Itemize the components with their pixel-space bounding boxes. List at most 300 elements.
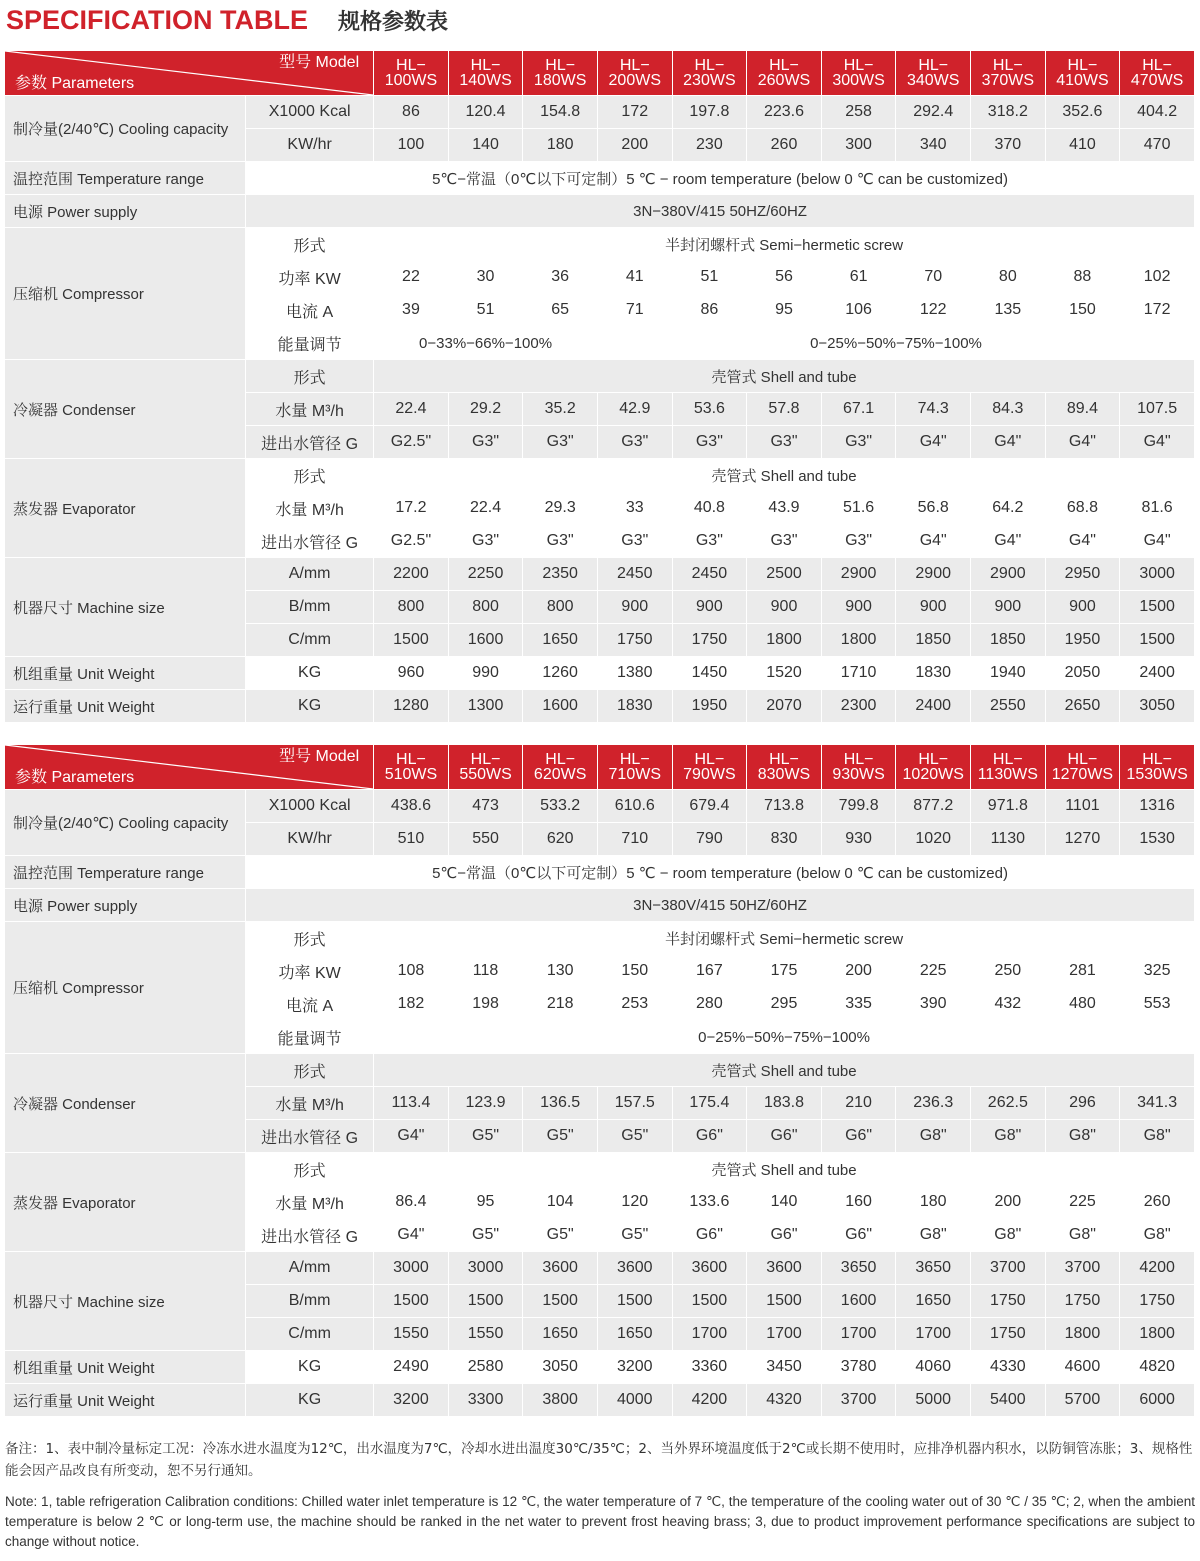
value-cell: 3300 (449, 1384, 524, 1417)
value-cell: G3" (523, 525, 598, 558)
sub-label: X1000 Kcal (246, 790, 374, 823)
value-cell: 3000 (1120, 558, 1195, 591)
value-cell: 610.6 (598, 790, 673, 823)
value-cell: 1600 (523, 690, 598, 723)
sub-label: KG (246, 657, 374, 690)
sub-label: 进出水管径 G (246, 525, 374, 558)
value-cell: 4200 (1120, 1252, 1195, 1285)
value-cell: 3780 (822, 1351, 897, 1384)
value-cell: G4" (1046, 525, 1121, 558)
sub-label: 形式 (246, 1054, 374, 1087)
value-cell: G2.5" (374, 426, 449, 459)
model-name: HL− 370WS (971, 51, 1046, 96)
value-cell: G6" (673, 1219, 748, 1252)
value-cell: G4" (374, 1219, 449, 1252)
value-cell: 553 (1120, 988, 1195, 1021)
value-cell: 36 (523, 261, 598, 294)
value-cell: 260 (747, 129, 822, 162)
value-cell: 1101 (1046, 790, 1121, 823)
value-cell: 39 (374, 294, 449, 327)
model-name: HL− 1530WS (1120, 745, 1195, 790)
value-cell: 1500 (374, 624, 449, 657)
value-cell: 3800 (523, 1384, 598, 1417)
value-cell: 790 (673, 823, 748, 856)
value-cell: 56.8 (896, 492, 971, 525)
model-name: HL− 620WS (523, 745, 598, 790)
value-cell: 1750 (971, 1318, 1046, 1351)
value-cell: 2950 (1046, 558, 1121, 591)
value-cell: 218 (523, 988, 598, 1021)
value-cell: 172 (1120, 294, 1195, 327)
value-cell: 296 (1046, 1087, 1121, 1120)
value-cell: 1650 (523, 1318, 598, 1351)
row-label: 机器尺寸 Machine size (5, 1252, 246, 1351)
value-cell: 960 (374, 657, 449, 690)
value-cell: 68.8 (1046, 492, 1121, 525)
condenser-type-value: 壳管式 Shell and tube (374, 1054, 1195, 1087)
sub-label: X1000 Kcal (246, 96, 374, 129)
value-cell: G6" (747, 1219, 822, 1252)
value-cell: 1020 (896, 823, 971, 856)
table-row (5, 1054, 1195, 1087)
value-cell: 1500 (374, 1285, 449, 1318)
value-cell: G5" (449, 1219, 524, 1252)
model-name: HL− 300WS (822, 51, 897, 96)
model-name: HL− 1270WS (1046, 745, 1121, 790)
value-cell: 432 (971, 988, 1046, 1021)
value-cell: 3700 (1046, 1252, 1121, 1285)
model-label: 型号 Model (279, 748, 360, 765)
value-cell: 3050 (1120, 690, 1195, 723)
value-cell: 225 (1046, 1186, 1121, 1219)
value-cell: 3050 (523, 1351, 598, 1384)
value-cell: 253 (598, 988, 673, 1021)
value-cell: 2070 (747, 690, 822, 723)
value-cell: G5" (598, 1120, 673, 1153)
value-cell: 1650 (523, 624, 598, 657)
value-cell: 900 (673, 591, 748, 624)
value-cell: G4" (896, 426, 971, 459)
value-cell: 1850 (971, 624, 1046, 657)
table-row (5, 558, 1195, 591)
sub-label: KG (246, 1384, 374, 1417)
value-cell: 470 (1120, 129, 1195, 162)
value-cell: 1750 (971, 1285, 1046, 1318)
value-cell: G8" (1046, 1219, 1121, 1252)
table-row (5, 459, 1195, 492)
value-cell: 1500 (523, 1285, 598, 1318)
value-cell: 3600 (523, 1252, 598, 1285)
value-cell: 2450 (673, 558, 748, 591)
value-cell: 713.8 (747, 790, 822, 823)
value-cell: 108 (374, 955, 449, 988)
value-cell: 22.4 (374, 393, 449, 426)
value-cell: 390 (896, 988, 971, 1021)
value-cell: G4" (374, 1120, 449, 1153)
model-name: HL− 790WS (673, 745, 748, 790)
value-cell: 1800 (1046, 1318, 1121, 1351)
value-cell: 341.3 (1120, 1087, 1195, 1120)
value-cell: 281 (1046, 955, 1121, 988)
value-cell: 61 (822, 261, 897, 294)
row-label: 运行重量 Unit Weight (5, 690, 246, 723)
sub-label: 形式 (246, 459, 374, 492)
value-cell: G3" (673, 525, 748, 558)
value-cell: 197.8 (673, 96, 748, 129)
value-cell: 1700 (673, 1318, 748, 1351)
value-cell: 65 (523, 294, 598, 327)
value-cell: 1800 (747, 624, 822, 657)
value-cell: 2500 (747, 558, 822, 591)
value-cell: 1500 (1120, 624, 1195, 657)
model-name: HL− 200WS (598, 51, 673, 96)
value-cell: 86.4 (374, 1186, 449, 1219)
value-cell: G8" (896, 1219, 971, 1252)
sub-label: 形式 (246, 360, 374, 393)
notes (5, 1438, 1195, 1552)
row-label: 运行重量 Unit Weight (5, 1384, 246, 1417)
value-cell: G8" (1046, 1120, 1121, 1153)
value-cell: G3" (822, 426, 897, 459)
value-cell: 800 (374, 591, 449, 624)
table-row (5, 228, 1195, 261)
value-cell: G6" (822, 1120, 897, 1153)
value-cell: 136.5 (523, 1087, 598, 1120)
value-cell: 33 (598, 492, 673, 525)
value-cell: 182 (374, 988, 449, 1021)
table-row (5, 657, 1195, 690)
value-cell: 4000 (598, 1384, 673, 1417)
condenser-type-value: 壳管式 Shell and tube (374, 360, 1195, 393)
value-cell: 86 (673, 294, 748, 327)
model-name: HL− 260WS (747, 51, 822, 96)
value-cell: 900 (896, 591, 971, 624)
value-cell: 88 (1046, 261, 1121, 294)
value-cell: 180 (896, 1186, 971, 1219)
value-cell: 1380 (598, 657, 673, 690)
model-name: HL− 340WS (896, 51, 971, 96)
value-cell: 679.4 (673, 790, 748, 823)
header-corner (5, 745, 374, 790)
value-cell: 404.2 (1120, 96, 1195, 129)
value-cell: 295 (747, 988, 822, 1021)
value-cell: 335 (822, 988, 897, 1021)
value-cell: 510 (374, 823, 449, 856)
evaporator-type-value: 壳管式 Shell and tube (374, 1153, 1195, 1186)
value-cell: 5000 (896, 1384, 971, 1417)
value-cell: 29.2 (449, 393, 524, 426)
value-cell: 4820 (1120, 1351, 1195, 1384)
model-name: HL− 830WS (747, 745, 822, 790)
spec-table-2 (5, 745, 1195, 1417)
value-cell: 71 (598, 294, 673, 327)
value-cell: 2650 (1046, 690, 1121, 723)
page-heading (6, 0, 448, 40)
table-row (5, 1252, 1195, 1285)
value-cell: G6" (673, 1120, 748, 1153)
value-cell: 1520 (747, 657, 822, 690)
value-cell: 830 (747, 823, 822, 856)
value-cell: 2490 (374, 1351, 449, 1384)
value-cell: 1800 (822, 624, 897, 657)
sub-label: 电流 A (246, 988, 374, 1021)
value-cell: 3600 (673, 1252, 748, 1285)
header-row (5, 51, 1195, 96)
row-label: 蒸发器 Evaporator (5, 1153, 246, 1252)
value-cell: G8" (1120, 1219, 1195, 1252)
value-cell: 67.1 (822, 393, 897, 426)
value-cell: 710 (598, 823, 673, 856)
value-cell: G3" (673, 426, 748, 459)
value-cell: 57.8 (747, 393, 822, 426)
value-cell: 43.9 (747, 492, 822, 525)
table-row (5, 1153, 1195, 1186)
sub-label: 形式 (246, 228, 374, 261)
value-cell: G8" (1120, 1120, 1195, 1153)
capacity-control-value: 0−25%−50%−75%−100% (598, 327, 1195, 360)
value-cell: G3" (449, 426, 524, 459)
value-cell: 1600 (822, 1285, 897, 1318)
value-cell: 2350 (523, 558, 598, 591)
value-cell: 104 (523, 1186, 598, 1219)
value-cell: 56 (747, 261, 822, 294)
value-cell: 1450 (673, 657, 748, 690)
value-cell: 17.2 (374, 492, 449, 525)
value-cell: 22.4 (449, 492, 524, 525)
value-cell: 250 (971, 955, 1046, 988)
value-cell: 230 (673, 129, 748, 162)
value-cell: 200 (822, 955, 897, 988)
header-row (5, 745, 1195, 790)
value-cell: 89.4 (1046, 393, 1121, 426)
value-cell: 84.3 (971, 393, 1046, 426)
value-cell: 3600 (598, 1252, 673, 1285)
value-cell: 1700 (747, 1318, 822, 1351)
model-name: HL− 470WS (1120, 51, 1195, 96)
value-cell: 3700 (971, 1252, 1046, 1285)
row-label: 机组重量 Unit Weight (5, 657, 246, 690)
value-cell: 2900 (822, 558, 897, 591)
value-cell: 70 (896, 261, 971, 294)
value-cell: 1650 (896, 1285, 971, 1318)
value-cell: 2300 (822, 690, 897, 723)
table-row (5, 790, 1195, 823)
table-row (5, 922, 1195, 955)
model-name: HL− 410WS (1046, 51, 1121, 96)
model-name: HL− 180WS (523, 51, 598, 96)
sub-label: 水量 M³/h (246, 1186, 374, 1219)
sub-label: B/mm (246, 591, 374, 624)
value-cell: 140 (747, 1186, 822, 1219)
value-cell: G8" (971, 1120, 1046, 1153)
value-cell: G4" (971, 426, 1046, 459)
value-cell: 198 (449, 988, 524, 1021)
value-cell: 258 (822, 96, 897, 129)
value-cell: 1830 (598, 690, 673, 723)
row-label: 温控范围 Temperature range (5, 856, 246, 889)
sub-label: KW/hr (246, 823, 374, 856)
model-name: HL− 230WS (673, 51, 748, 96)
table-row (5, 162, 1195, 195)
value-cell: 292.4 (896, 96, 971, 129)
parameters-label: 参数 Parameters (15, 75, 135, 92)
value-cell: 80 (971, 261, 1046, 294)
table-row (5, 360, 1195, 393)
sub-label: 进出水管径 G (246, 1120, 374, 1153)
value-cell: 210 (822, 1087, 897, 1120)
row-label: 制冷量(2/40℃) Cooling capacity (5, 790, 246, 856)
table-row (5, 195, 1195, 228)
capacity-control-value: 0−25%−50%−75%−100% (374, 1021, 1195, 1054)
value-cell: 280 (673, 988, 748, 1021)
value-cell: 1260 (523, 657, 598, 690)
temperature-range-value: 5℃−常温（0℃以下可定制）5 ℃ − room temperature (below 0 ℃ can be customized) (246, 162, 1195, 195)
value-cell: 550 (449, 823, 524, 856)
value-cell: 1650 (598, 1318, 673, 1351)
value-cell: 160 (822, 1186, 897, 1219)
sub-label: KG (246, 1351, 374, 1384)
table-row (5, 690, 1195, 723)
sub-label: 水量 M³/h (246, 492, 374, 525)
value-cell: 260 (1120, 1186, 1195, 1219)
compressor-type-value: 半封闭螺杆式 Semi−hermetic screw (374, 228, 1195, 261)
value-cell: 133.6 (673, 1186, 748, 1219)
value-cell: 473 (449, 790, 524, 823)
row-label: 机组重量 Unit Weight (5, 1351, 246, 1384)
row-label: 压缩机 Compressor (5, 922, 246, 1054)
page-title-cn: 规格参数表 (338, 9, 449, 35)
row-label: 制冷量(2/40℃) Cooling capacity (5, 96, 246, 162)
value-cell: 3200 (374, 1384, 449, 1417)
value-cell: 1950 (673, 690, 748, 723)
sub-label: B/mm (246, 1285, 374, 1318)
value-cell: 620 (523, 823, 598, 856)
model-name: HL− 710WS (598, 745, 673, 790)
sub-label: 形式 (246, 922, 374, 955)
value-cell: 900 (971, 591, 1046, 624)
row-label: 压缩机 Compressor (5, 228, 246, 360)
value-cell: 51.6 (822, 492, 897, 525)
value-cell: 1940 (971, 657, 1046, 690)
value-cell: G3" (822, 525, 897, 558)
value-cell: 102 (1120, 261, 1195, 294)
temperature-range-value: 5℃−常温（0℃以下可定制）5 ℃ − room temperature (below 0 ℃ can be customized) (246, 856, 1195, 889)
value-cell: 900 (822, 591, 897, 624)
sub-label: KG (246, 690, 374, 723)
value-cell: G3" (598, 525, 673, 558)
value-cell: G3" (598, 426, 673, 459)
sub-label: 功率 KW (246, 261, 374, 294)
value-cell: 2250 (449, 558, 524, 591)
value-cell: 1710 (822, 657, 897, 690)
value-cell: 223.6 (747, 96, 822, 129)
value-cell: 799.8 (822, 790, 897, 823)
value-cell: 1850 (896, 624, 971, 657)
value-cell: 30 (449, 261, 524, 294)
value-cell: 900 (1046, 591, 1121, 624)
sub-label: 能量调节 (246, 327, 374, 360)
value-cell: 1500 (449, 1285, 524, 1318)
value-cell: 81.6 (1120, 492, 1195, 525)
model-name: HL− 100WS (374, 51, 449, 96)
value-cell: G4" (1046, 426, 1121, 459)
value-cell: 4330 (971, 1351, 1046, 1384)
value-cell: 1270 (1046, 823, 1121, 856)
row-label: 电源 Power supply (5, 889, 246, 922)
value-cell: 4320 (747, 1384, 822, 1417)
value-cell: 2550 (971, 690, 1046, 723)
value-cell: G2.5" (374, 525, 449, 558)
value-cell: 6000 (1120, 1384, 1195, 1417)
value-cell: G8" (896, 1120, 971, 1153)
value-cell: 2400 (896, 690, 971, 723)
value-cell: 100 (374, 129, 449, 162)
value-cell: G5" (449, 1120, 524, 1153)
value-cell: 95 (747, 294, 822, 327)
value-cell: 2900 (971, 558, 1046, 591)
value-cell: 1280 (374, 690, 449, 723)
value-cell: 29.3 (523, 492, 598, 525)
value-cell: 150 (598, 955, 673, 988)
table-row (5, 1384, 1195, 1417)
sub-label: C/mm (246, 624, 374, 657)
sub-label: 形式 (246, 1153, 374, 1186)
value-cell: 990 (449, 657, 524, 690)
value-cell: 22 (374, 261, 449, 294)
value-cell: 5400 (971, 1384, 1046, 1417)
value-cell: 1700 (822, 1318, 897, 1351)
value-cell: 35.2 (523, 393, 598, 426)
sub-label: 电流 A (246, 294, 374, 327)
evaporator-type-value: 壳管式 Shell and tube (374, 459, 1195, 492)
value-cell: 107.5 (1120, 393, 1195, 426)
sub-label: KW/hr (246, 129, 374, 162)
value-cell: G3" (747, 525, 822, 558)
sub-label: A/mm (246, 558, 374, 591)
value-cell: 1750 (1046, 1285, 1121, 1318)
value-cell: 1130 (971, 823, 1046, 856)
value-cell: 2900 (896, 558, 971, 591)
value-cell: 1500 (598, 1285, 673, 1318)
value-cell: 172 (598, 96, 673, 129)
value-cell: 3360 (673, 1351, 748, 1384)
value-cell: 1950 (1046, 624, 1121, 657)
value-cell: 370 (971, 129, 1046, 162)
sub-label: 进出水管径 G (246, 1219, 374, 1252)
value-cell: G4" (896, 525, 971, 558)
model-name: HL− 1020WS (896, 745, 971, 790)
value-cell: 1530 (1120, 823, 1195, 856)
value-cell: 800 (523, 591, 598, 624)
value-cell: 1750 (673, 624, 748, 657)
value-cell: 900 (747, 591, 822, 624)
value-cell: 53.6 (673, 393, 748, 426)
value-cell: 3200 (598, 1351, 673, 1384)
value-cell: 122 (896, 294, 971, 327)
value-cell: G4" (971, 525, 1046, 558)
power-supply-value: 3N−380V/415 50HZ/60HZ (246, 889, 1195, 922)
value-cell: 236.3 (896, 1087, 971, 1120)
value-cell: 1550 (374, 1318, 449, 1351)
model-name: HL− 930WS (822, 745, 897, 790)
value-cell: 3650 (822, 1252, 897, 1285)
value-cell: 1550 (449, 1318, 524, 1351)
value-cell: 130 (523, 955, 598, 988)
sub-label: C/mm (246, 1318, 374, 1351)
value-cell: 4060 (896, 1351, 971, 1384)
value-cell: 120.4 (449, 96, 524, 129)
row-label: 机器尺寸 Machine size (5, 558, 246, 657)
